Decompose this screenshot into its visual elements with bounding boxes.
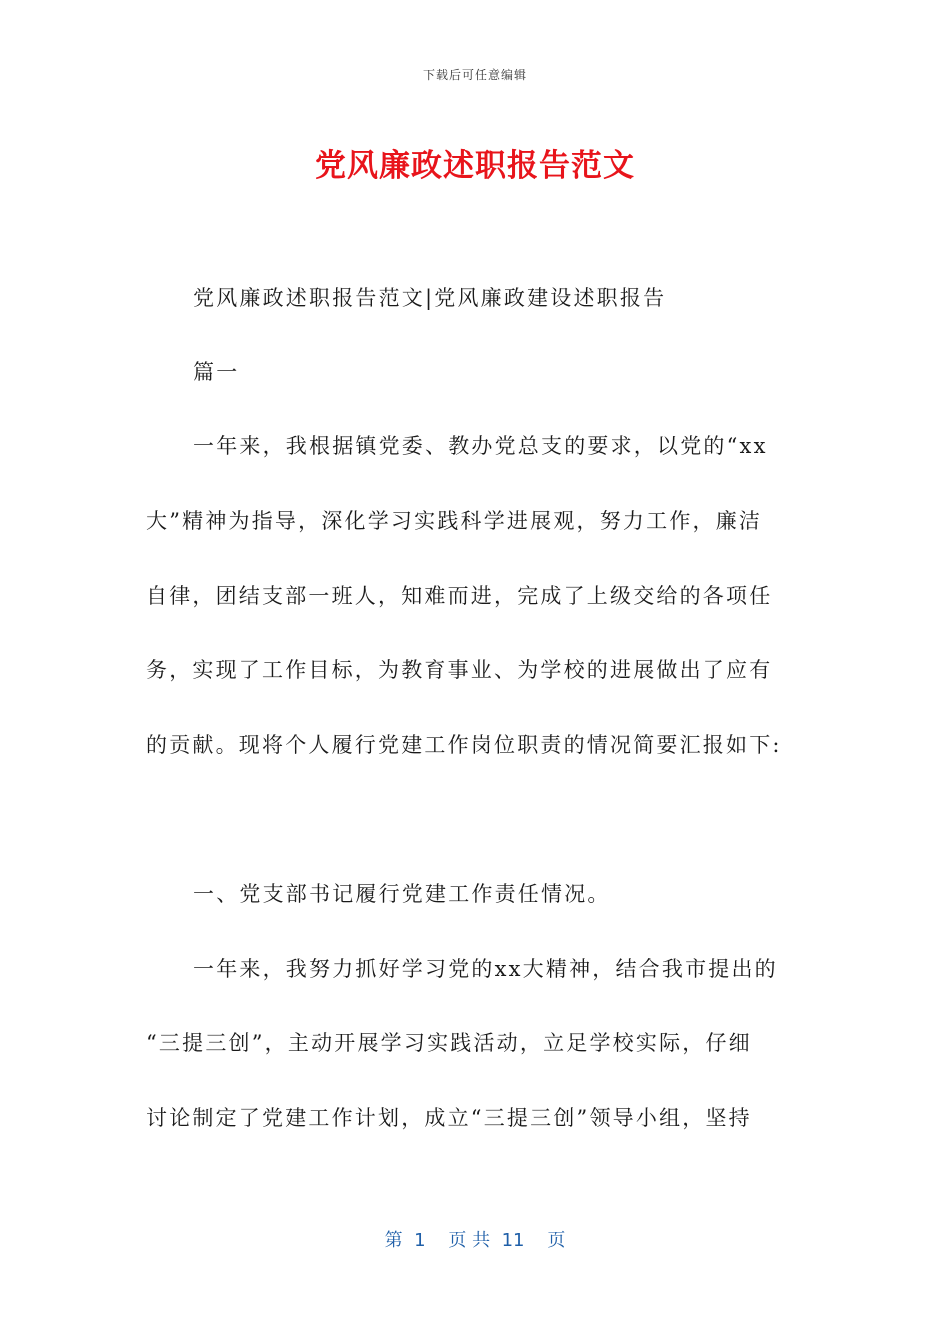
paragraph-line: 大”精神为指导，深化学习实践科学进展观，努力工作，廉洁 [146, 509, 763, 533]
section-heading: 一、党支部书记履行党建工作责任情况。 [193, 882, 611, 906]
paragraph-line: 的贡献。现将个人履行党建工作岗位职责的情况简要汇报如下: [146, 733, 782, 757]
paragraph-line: “三提三创”，主动开展学习实践活动，立足学校实际，仔细 [146, 1031, 752, 1055]
page-footer: 第 1 页 共 11 页 [384, 1230, 566, 1251]
paragraph-line: 一年来，我努力抓好学习党的xx大精神，结合我市提出的 [193, 957, 778, 981]
document-subtitle: 党风廉政述职报告范文|党风廉政建设述职报告 [193, 286, 667, 310]
paragraph-line: 一年来，我根据镇党委、教办党总支的要求，以党的“xx [193, 434, 768, 458]
paragraph-line: 讨论制定了党建工作计划，成立“三提三创”领导小组，坚持 [146, 1106, 752, 1130]
document-title: 党风廉政述职报告范文 [315, 148, 635, 184]
paragraph-line: 自律，团结支部一班人，知难而进，完成了上级交给的各项任 [146, 584, 773, 608]
section-label: 篇一 [193, 360, 240, 384]
header-note: 下载后可任意编辑 [422, 68, 527, 82]
paragraph-line: 务，实现了工作目标，为教育事业、为学校的进展做出了应有 [146, 658, 773, 682]
